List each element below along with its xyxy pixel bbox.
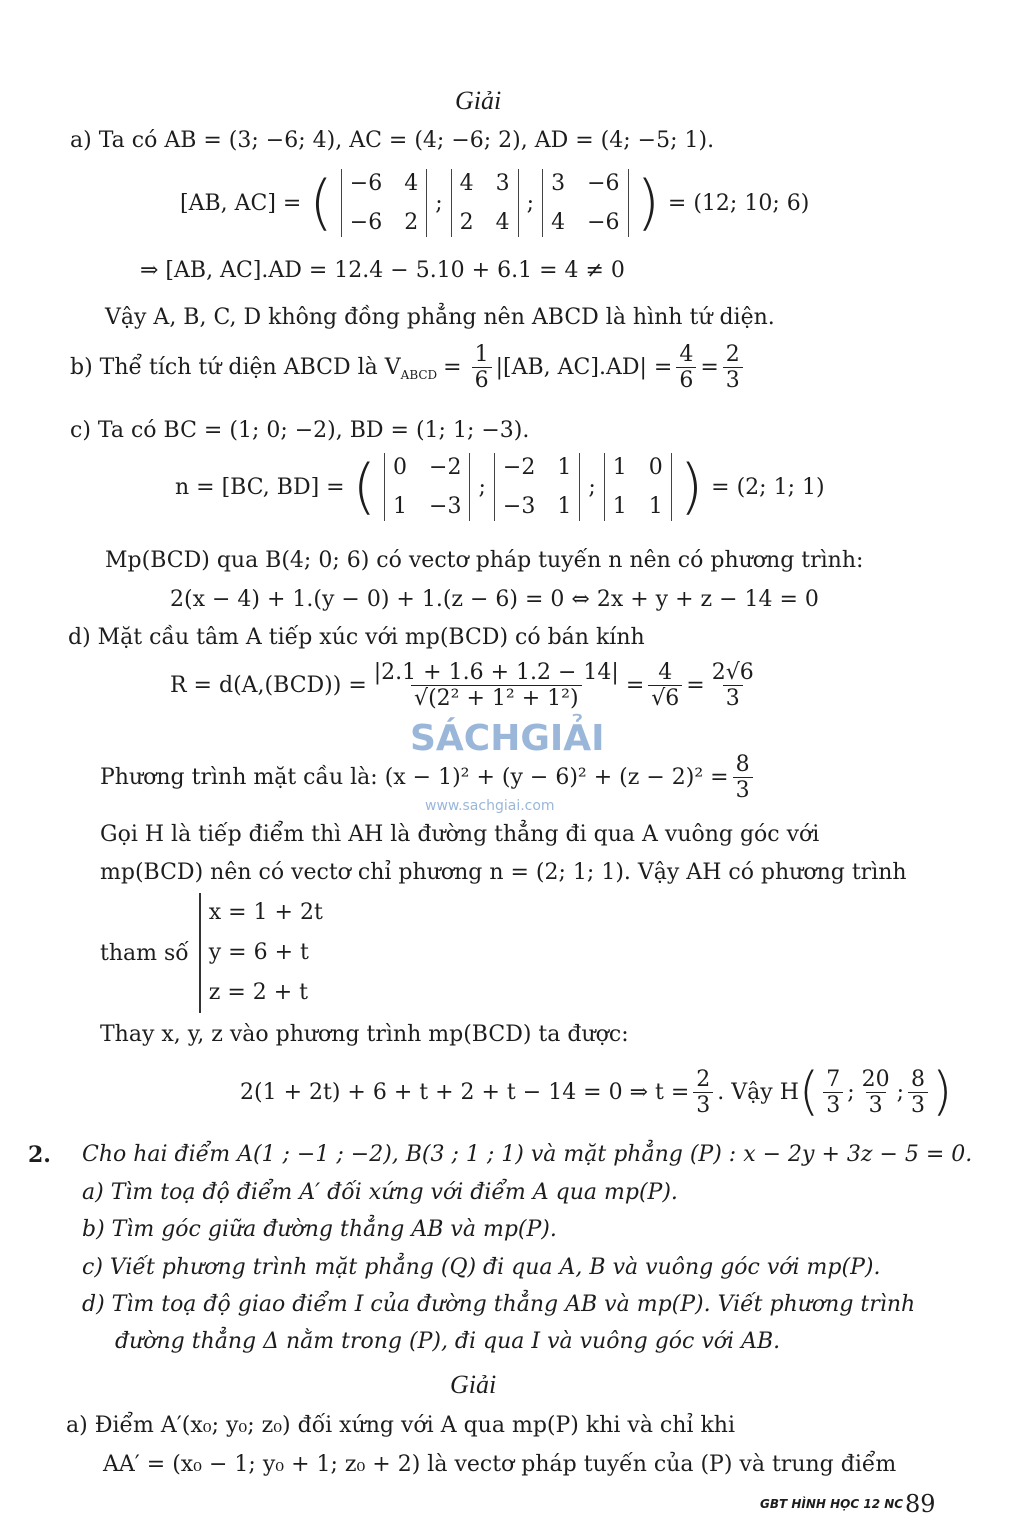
fraction: $\frac{|2.1 + 1.6 + 1.2 - 14|}{\text{√(2² + 1² + 1²)}}$	[373, 660, 619, 711]
text: R = d(A,(BCD)) =	[170, 673, 367, 698]
problem-part-cont: đường thẳng Δ nằm trong (P), đi qua I và vuông góc với AB.	[115, 1329, 781, 1354]
equation-system	[199, 893, 323, 1013]
det-cell: −6	[587, 210, 620, 235]
fraction: $\frac{8}{3}$	[908, 1067, 928, 1118]
det-cell: 2	[404, 210, 419, 235]
det-cell: −2	[502, 455, 536, 480]
right-paren: )	[932, 1062, 953, 1122]
text: b) Thể tích tứ diện ABCD là V	[70, 355, 401, 380]
problem-part: c) Viết phương trình mặt phẳng (Q) đi qua A, B và vuông góc với mp(P).	[82, 1255, 881, 1280]
subscript: ABCD	[400, 367, 438, 382]
fraction: $\frac{1}{6}$	[472, 342, 492, 393]
fraction: $\frac{20}{3}$	[861, 1066, 890, 1118]
text: Phương trình mặt cầu là: (x − 1)² + (y − 6)² + (z − 2)² =	[100, 765, 729, 790]
watermark-url: www.sachgiai.com	[425, 798, 555, 814]
det-cell: −2	[429, 455, 462, 480]
det-cell: 4	[404, 171, 419, 196]
det-cell: 1	[612, 494, 627, 519]
equation: z = 2 + t	[208, 980, 309, 1005]
det-cell: 3	[495, 171, 510, 196]
text: |[AB, AC].AD| =	[495, 355, 673, 380]
parametric-system	[100, 893, 323, 1013]
solution-heading: Giải	[455, 86, 502, 115]
left-paren: (	[352, 452, 377, 522]
formula-label: n = [BC, BD] =	[175, 474, 345, 500]
det-cell: −3	[502, 494, 536, 519]
determinant	[341, 169, 427, 237]
right-paren: )	[679, 452, 704, 522]
text-line: Thay x, y, z vào phương trình mp(BCD) ta được:	[100, 1022, 629, 1047]
fraction: $\frac{2√6}{3}$	[711, 660, 754, 711]
det-cell: 0	[393, 455, 408, 480]
text-line: AA′ = (x₀ − 1; y₀ + 1; z₀ + 2) là vectơ pháp tuyến của (P) và trung điểm	[103, 1452, 897, 1477]
det-cell: −6	[349, 171, 383, 196]
problem-part: b) Tìm góc giữa đường thẳng AB và mp(P).	[82, 1217, 557, 1242]
cross-product-ab-ac: [AB, AC] = ( −6 4 −6 2 ; 4 3 2 4 ; 3 −6 4 −6 ) = (12; 10; 6)	[180, 168, 810, 238]
fraction: $\frac{2}{3}$	[723, 342, 743, 393]
det-cell: −6	[349, 210, 383, 235]
det-cell: 4	[495, 210, 510, 235]
fraction: $\frac{2}{3}$	[693, 1067, 713, 1118]
det-cell: 1	[557, 494, 572, 519]
det-cell: 1	[648, 494, 663, 519]
det-cell: 1	[557, 455, 572, 480]
det-cell: 2	[459, 210, 474, 235]
page-number: 89	[905, 1490, 936, 1518]
fraction: $\frac{4}{6}$	[676, 342, 696, 393]
formula-label: [AB, AC] =	[180, 190, 302, 216]
det-cell: 1	[393, 494, 408, 519]
right-paren: )	[636, 168, 660, 238]
text-line: 2(x − 4) + 1.(y − 0) + 1.(z − 6) = 0 ⇔ 2x + y + z − 14 = 0	[170, 587, 819, 612]
formula-result: = (12; 10; 6)	[667, 190, 810, 216]
det-cell: 0	[648, 455, 663, 480]
fraction: $\frac{4}{√6}$	[648, 660, 682, 711]
formula-result: = (2; 1; 1)	[711, 474, 825, 500]
text-line: Mp(BCD) qua B(4; 0; 6) có vectơ pháp tuyến n nên có phương trình:	[105, 548, 864, 573]
text-line: ⇒ [AB, AC].AD = 12.4 − 5.10 + 6.1 = 4 ≠ 0	[140, 258, 625, 283]
det-cell: 4	[551, 210, 566, 235]
text-line: d) Mặt cầu tâm A tiếp xúc với mp(BCD) có bán kính	[68, 625, 645, 650]
text-line: c) Ta có BC = (1; 0; −2), BD = (1; 1; −3).	[70, 418, 530, 443]
radius-formula: R = d(A,(BCD)) = $\frac{|2.1 + 1.6 + 1.2 - 14|}{\text{√(2² + 1² + 1²)}}$ = $\frac{4}{√6}$ = $\frac{2√6}{3}$	[170, 660, 761, 711]
footer-book-title: GBT HÌNH HỌC 12 NC	[760, 1497, 904, 1511]
equation: x = 1 + 2t	[208, 900, 323, 925]
text: tham số	[100, 940, 189, 966]
fraction: $\frac{7}{3}$	[823, 1067, 843, 1118]
problem-part: d) Tìm toạ độ giao điểm I của đường thẳng AB và mp(P). Viết phương trình	[82, 1292, 916, 1317]
det-cell: −6	[587, 171, 620, 196]
det-cell: 3	[551, 171, 566, 196]
determinant	[451, 169, 519, 237]
determinant	[384, 453, 470, 521]
determinant	[604, 453, 672, 521]
volume-formula: b) Thể tích tứ diện ABCD là V ABCD = $\frac{1}{6}$ |[AB, AC].AD| = $\frac{4}{6}$ = $\frac{2}{3}$	[70, 342, 747, 393]
text-line: a) Ta có AB = (3; −6; 4), AC = (4; −6; 2), AD = (4; −5; 1).	[70, 128, 715, 153]
text: . Vậy H	[717, 1079, 799, 1105]
solution-heading: Giải	[450, 1370, 497, 1399]
equation: y = 6 + t	[208, 940, 309, 965]
left-paren: (	[798, 1062, 820, 1122]
fraction: $\frac{8}{3}$	[733, 752, 753, 803]
point-h-formula: 2(1 + 2t) + 6 + t + 2 + t − 14 = 0 ⇒ t = $\frac{2}{3}$ . Vậy H ( $\frac{7}{3}$ ; $\frac{20}{3}$ ; $\frac{8}{3}$ )	[240, 1062, 953, 1122]
det-cell: 1	[612, 455, 627, 480]
problem-statement: Cho hai điểm A(1 ; −1 ; −2), B(3 ; 1 ; 1) và mặt phẳng (P) : x − 2y + 3z − 5 = 0.	[82, 1142, 973, 1167]
text-line: Gọi H là tiếp điểm thì AH là đường thẳng đi qua A vuông góc với	[100, 822, 820, 847]
text-line: mp(BCD) nên có vectơ chỉ phương n = (2; 1; 1). Vậy AH có phương trình	[100, 860, 907, 885]
left-paren: (	[309, 168, 333, 238]
text-line: Vậy A, B, C, D không đồng phẳng nên ABCD là hình tứ diện.	[105, 305, 775, 330]
text: 2(1 + 2t) + 6 + t + 2 + t − 14 = 0 ⇒ t =	[240, 1079, 690, 1105]
det-cell: −3	[429, 494, 462, 519]
problem-number: 2.	[28, 1142, 51, 1168]
determinant	[542, 169, 628, 237]
normal-vector-formula: n = [BC, BD] = ( 0 −2 1 −3 ; −2 1 −3 1 ; 1 0 1 1 ) = (2; 1; 1)	[175, 452, 825, 522]
text: =	[443, 355, 462, 380]
determinant	[494, 453, 580, 521]
problem-part: a) Tìm toạ độ điểm A′ đối xứng với điểm A qua mp(P).	[82, 1180, 678, 1205]
det-cell: 4	[459, 171, 474, 196]
text-line: a) Điểm A′(x₀; y₀; z₀) đối xứng với A qua mp(P) khi và chỉ khi	[66, 1413, 735, 1438]
sphere-equation	[100, 752, 757, 803]
watermark-logo: SÁCHGIẢI	[410, 718, 605, 759]
